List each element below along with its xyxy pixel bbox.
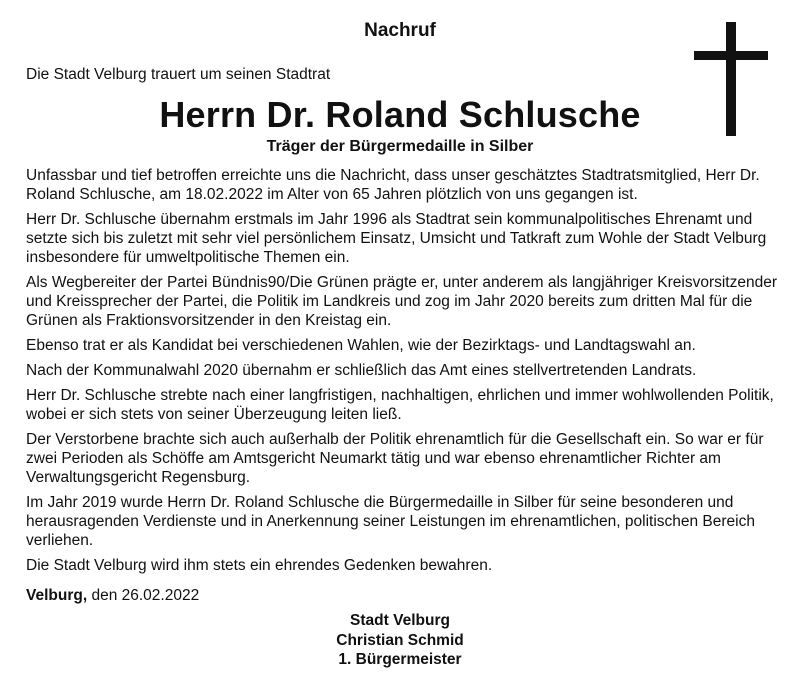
- cross-horizontal-bar: [694, 51, 768, 60]
- paragraph: Herr Dr. Schlusche strebte nach einer langfristigen, nachhaltigen, ehrlichen und immer wohlwollenden Politik, wobei er sich stets von seiner Überzeugung leiten ließ.: [26, 387, 774, 423]
- paragraph: Nach der Kommunalwahl 2020 übernahm er schließlich das Amt eines stellvertretenden Landrats.: [26, 362, 697, 379]
- deceased-name: Herrn Dr. Roland Schlusche: [159, 94, 641, 135]
- paragraph: Ebenso trat er als Kandidat bei verschiedenen Wahlen, wie der Bezirktags- und Landtagswahl an.: [26, 337, 696, 354]
- paragraph: Als Wegbereiter der Partei Bündnis90/Die Grünen prägte er, unter anderem als langjähriger Kreisvorsitzender und Kreissprecher der Partei, die Politik im Landkreis und zog im Jahr 2020 bereits zum dritten Mal für die Grünen als Fraktionsvorsitzender in den Kreistag ein.: [26, 274, 778, 329]
- paragraph: Herr Dr. Schlusche übernahm erstmals im Jahr 1996 als Stadtrat sein kommunalpolitisches Ehrenamt und setzte sich bis zuletzt mit sehr viel persönlichem Einsatz, Umsicht und Tatkraft zum Wohle der Stadt Velburg insbesondere für umweltpolitische Themen ein.: [26, 211, 767, 266]
- dateline-city: Velburg,: [26, 587, 88, 604]
- signature-organization: Stadt Velburg: [350, 612, 450, 629]
- signature-block: [0, 611, 800, 670]
- intro-text: Die Stadt Velburg trauert um seinen Stadtrat: [26, 66, 331, 83]
- paragraph: Die Stadt Velburg wird ihm stets ein ehrendes Gedenken bewahren.: [26, 557, 493, 574]
- signature-name: Christian Schmid: [336, 631, 464, 649]
- obituary-body: [26, 166, 786, 581]
- notice-title: Nachruf: [364, 20, 436, 41]
- dateline: [26, 587, 199, 605]
- dateline-date: den 26.02.2022: [91, 587, 200, 604]
- paragraph: Unfassbar und tief betroffen erreichte uns die Nachricht, dass unser geschätztes Stadtratsmitglied, Herr Dr. Roland Schlusche, am 18.02.2022 im Alter von 65 Jahren plötzlich von uns gegangen ist.: [26, 167, 760, 203]
- paragraph: Im Jahr 2019 wurde Herrn Dr. Roland Schlusche die Bürgermedaille in Silber für seine besonderen und herausragenden Verdienste und in Anerkennung seiner Leistungen im ehrenamtlichen, politischen Bereich verliehen.: [26, 494, 755, 549]
- paragraph: Der Verstorbene brachte sich auch außerhalb der Politik ehrenamtlich für die Gesellschaft ein. So war er für zwei Perioden als Schöffe am Amtsgericht Neumarkt tätig und war ebenso ehrenamtlicher Richter am Verwaltungsgericht Regensburg.: [26, 431, 764, 486]
- deceased-subtitle: Träger der Bürgermedaille in Silber: [266, 138, 534, 155]
- signature-title: 1. Bürgermeister: [338, 651, 462, 668]
